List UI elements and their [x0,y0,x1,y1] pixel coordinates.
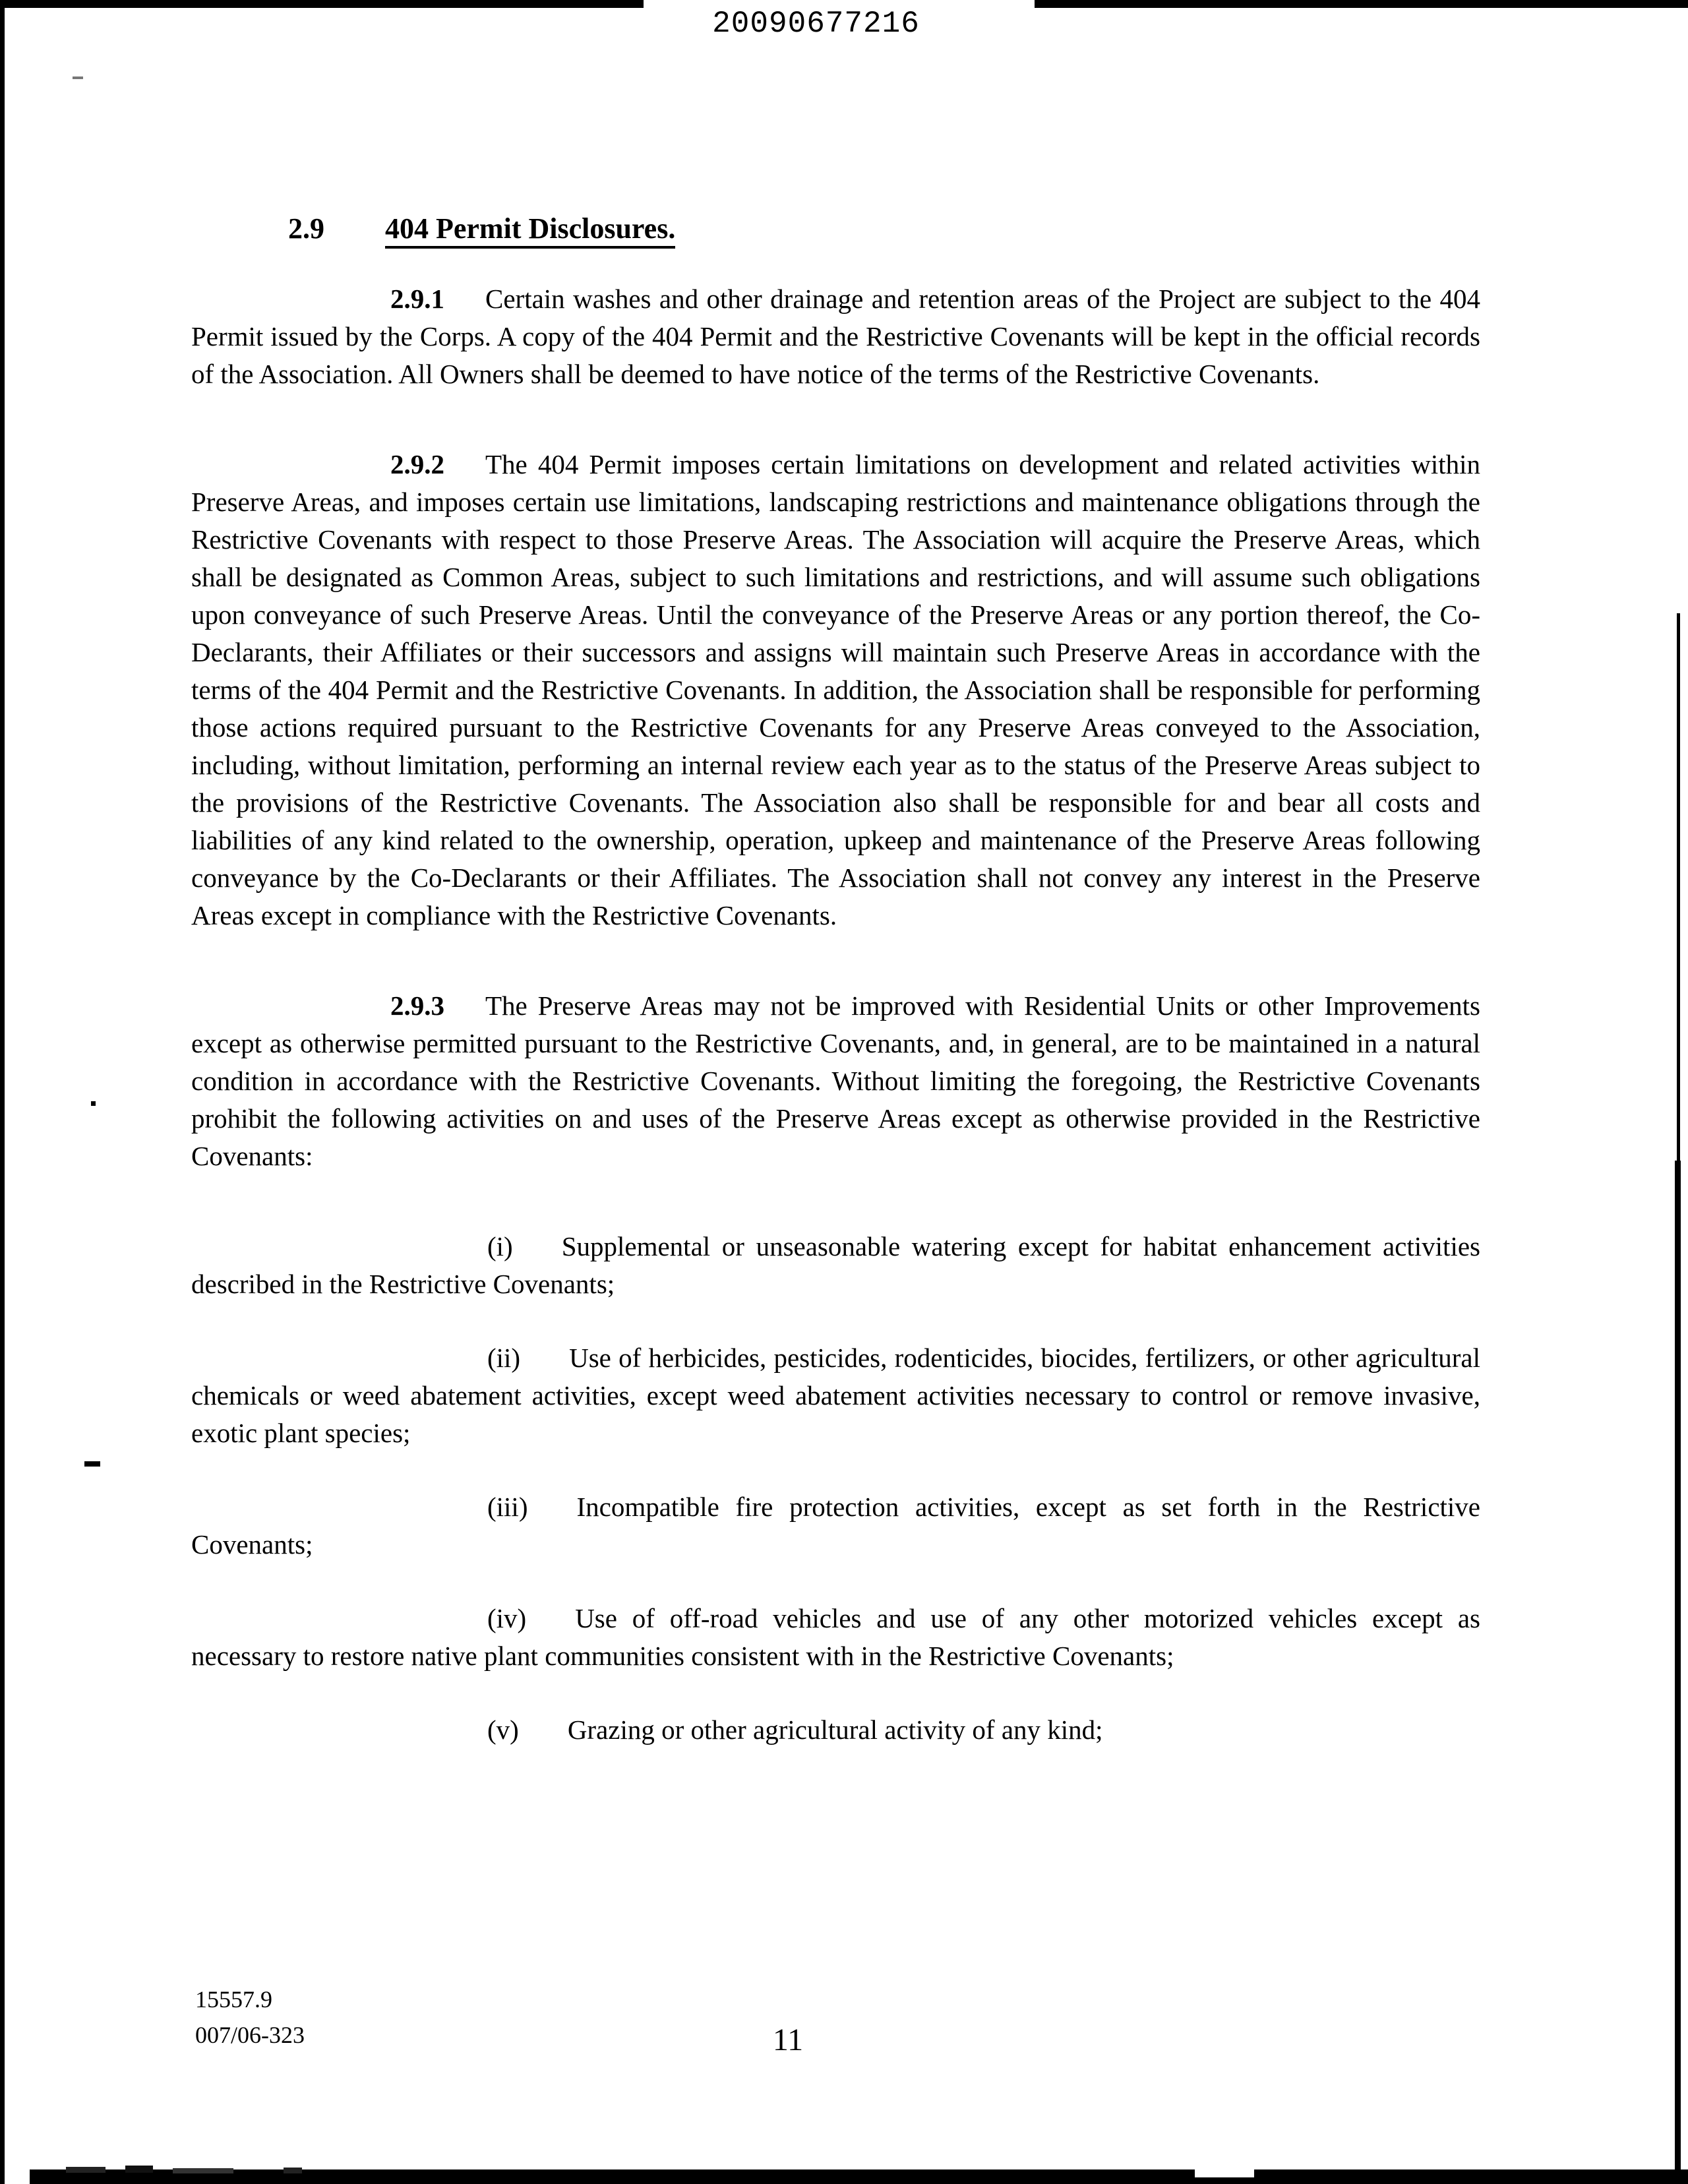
paragraph-number: 2.9.1 [390,284,444,314]
footer-reference-block [195,1982,305,2053]
scan-edge-bottom [30,2169,1688,2184]
list-item-text: Grazing or other agricultural activity of any kind; [567,1714,1103,1745]
list-item-number: (iv) [487,1603,527,1633]
list-item [191,1711,1480,1749]
document-number-stamp: 20090677216 [712,7,920,41]
footer-file-number: 15557.9 [195,1986,272,2013]
section-number: 2.9 [288,212,324,245]
scan-edge-bottom-notch [1195,2169,1254,2177]
list-item [191,1600,1480,1675]
scan-noise-mark [73,76,83,79]
list-item-number: (v) [487,1714,519,1745]
document-content [191,210,1480,1749]
list-item-number: (ii) [487,1343,521,1373]
scan-noise-mark [91,1101,96,1106]
paragraph [191,987,1480,1175]
list-item-text: Incompatible fire protection activities, except as set forth in the Restrictive Covenants; [191,1492,1480,1560]
paragraph [191,446,1480,934]
scan-noise-mark [84,1461,100,1467]
list-item-text: Use of off-road vehicles and use of any other motorized vehicles except as necessary to restore native plant communities consistent with in the Restrictive Covenants; [191,1603,1480,1671]
list-item-text: Supplemental or unseasonable watering except for habitat enhancement activities described in the Restrictive Covenants; [191,1231,1480,1299]
scan-noise-mark [66,2167,106,2173]
paragraph-text: The 404 Permit imposes certain limitations on development and related activities within Preserve Areas, and imposes certain use limitations, landscaping restrictions and maintenance obligations through the Restrictive Covenants with respect to those Preserve Areas. The Association will acquire the Preserve Areas, which shall be designated as Common Areas, subject to such limitations and restrictions, and will assume such obligations upon conveyance of such Preserve Areas. Until the conveyance of the Preserve Areas or any portion thereof, the Co-Declarants, their Affiliates or their successors and assigns will maintain such Preserve Areas in accordance with the terms of the 404 Permit and the Restrictive Covenants. In addition, the Association shall be responsible for performing those actions required pursuant to the Restrictive Covenants for any Preserve Areas conveyed to the Association, including, without limitation, performing an internal review each year as to the status of the Preserve Areas subject to the provisions of the Restrictive Covenants. The Association also shall be responsible for and bear all costs and liabilities of any kind related to the ownership, operation, upkeep and maintenance of the Preserve Areas following conveyance by the Co-Declarants or their Affiliates. The Association shall not convey any interest in the Preserve Areas except in compliance with the Restrictive Covenants. [191,449,1480,930]
scan-noise-mark [125,2166,153,2173]
list-item [191,1228,1480,1303]
paragraph-number: 2.9.3 [390,990,444,1021]
paragraph-number: 2.9.2 [390,449,444,479]
scan-noise-mark [284,2168,302,2173]
scan-edge-right [1677,613,1680,1167]
page-number: 11 [772,2022,804,2057]
section-title: 404 Permit Disclosures. [385,212,675,249]
paragraph [191,280,1480,393]
paragraph-text: The Preserve Areas may not be improved with Residential Units or other Improvements except as otherwise permitted pursuant to the Restrictive Covenants, and, in general, are to be maintained in a natural condition in accordance with the Restrictive Covenants. Without limiting the foregoing, the Restrictive Covenants prohibit the following activities on and uses of the Preserve Areas except as otherwise provided in the Restrictive Covenants: [191,990,1480,1171]
list-item-number: (i) [487,1231,513,1261]
list-item [191,1339,1480,1452]
list-item-number: (iii) [487,1492,528,1522]
scan-edge-left [0,0,5,2184]
list-item-text: Use of herbicides, pesticides, rodenticides, biocides, fertilizers, or other agricultural chemicals or weed abatement activities, except weed abatement activities necessary to control or remove invasive, exotic plant species; [191,1343,1480,1448]
list-item [191,1488,1480,1563]
footer-matter-number: 007/06-323 [195,2022,305,2048]
scan-edge-right-lower [1675,1161,1681,2184]
section-heading [288,210,1480,247]
paragraph-text: Certain washes and other drainage and retention areas of the Project are subject to the 404 Permit issued by the Corps. A copy of the 404 Permit and the Restrictive Covenants will be kept in the official records of the Association. All Owners shall be deemed to have notice of the terms of the Restrictive Covenants. [191,284,1480,389]
scan-noise-mark [173,2168,233,2173]
